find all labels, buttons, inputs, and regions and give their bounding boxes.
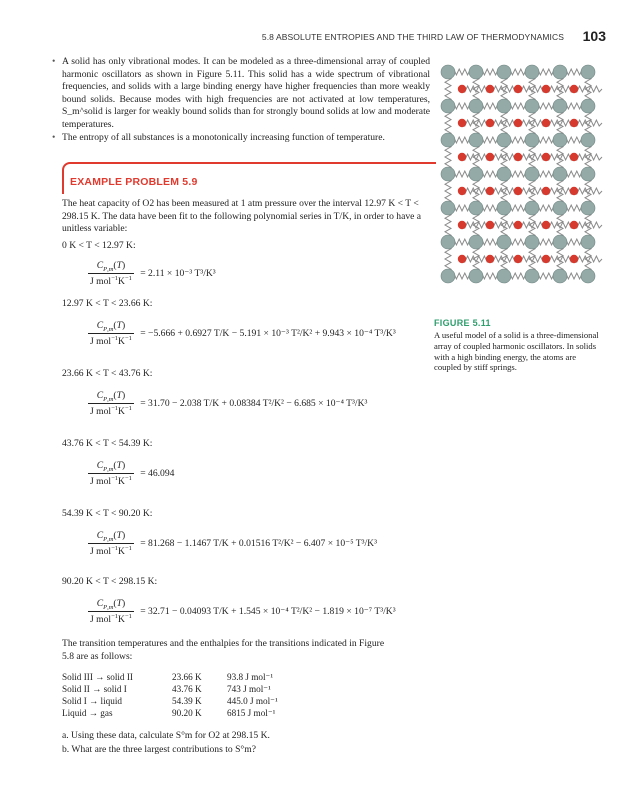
atom-gray xyxy=(469,65,483,79)
atom-gray xyxy=(553,235,567,249)
atom-red xyxy=(514,187,522,195)
atom-gray xyxy=(497,269,511,283)
range-label: 43.76 K < T < 54.39 K: xyxy=(62,438,153,449)
atom-red xyxy=(542,221,550,229)
atom-gray xyxy=(525,201,539,215)
atom-gray xyxy=(497,235,511,249)
atom-red xyxy=(542,187,550,195)
atom-gray xyxy=(553,65,567,79)
atom-red xyxy=(570,85,578,93)
atom-gray xyxy=(469,235,483,249)
atom-red xyxy=(570,119,578,127)
atom-gray xyxy=(525,167,539,181)
atom-red xyxy=(514,119,522,127)
atom-red xyxy=(570,221,578,229)
atom-red xyxy=(542,255,550,263)
range-label: 54.39 K < T < 90.20 K: xyxy=(62,508,153,519)
atom-red xyxy=(458,85,466,93)
atom-gray xyxy=(469,167,483,181)
atom-gray xyxy=(553,99,567,113)
atom-gray xyxy=(581,235,595,249)
atom-gray xyxy=(497,65,511,79)
range-label: 90.20 K < T < 298.15 K: xyxy=(62,576,158,587)
atom-gray xyxy=(441,235,455,249)
atom-gray xyxy=(525,269,539,283)
atom-red xyxy=(486,85,494,93)
equation-rhs: = 46.094 xyxy=(140,467,175,479)
range-label: 12.97 K < T < 23.66 K: xyxy=(62,298,153,309)
atom-gray xyxy=(553,201,567,215)
equation-rhs: = 31.70 − 2.038 T/K + 0.08384 T²/K² − 6.685 × 10⁻⁴ T³/K³ xyxy=(140,397,368,409)
lattice-graphic xyxy=(441,65,602,283)
atom-red xyxy=(542,119,550,127)
figure-title: FIGURE 5.11 xyxy=(434,318,491,328)
atom-red xyxy=(514,221,522,229)
bullet-item xyxy=(52,132,430,145)
atom-red xyxy=(458,153,466,161)
atom-gray xyxy=(553,167,567,181)
bullet-icon: • xyxy=(52,132,56,143)
atom-red xyxy=(486,187,494,195)
equation: $\frac{C_{P,m}(T)}{J mol^{-1}K^{-1}}$ = 46.094 xyxy=(90,460,175,488)
atom-gray xyxy=(525,65,539,79)
bullet-text-2: The entropy of all substances is a monotonically increasing function of temperature. xyxy=(62,132,385,143)
equation-rhs: = 81.268 − 1.1467 T/K + 0.01516 T²/K² − 6.407 × 10⁻⁵ T³/K³ xyxy=(140,537,377,549)
bullet-icon: • xyxy=(52,56,56,67)
atom-red xyxy=(514,153,522,161)
figure-caption: A useful model of a solid is a three-dimensional array of coupled harmonic oscillators. In solids with a high binding energy, the atoms are coupled by stiff springs. xyxy=(434,330,599,373)
atom-gray xyxy=(581,269,595,283)
equation-rhs: = 32.71 − 0.04093 T/K + 1.545 × 10⁻⁴ T²/K² − 1.819 × 10⁻⁷ T³/K³ xyxy=(140,605,396,617)
atom-gray xyxy=(581,99,595,113)
atom-gray xyxy=(441,269,455,283)
atom-red xyxy=(542,85,550,93)
atom-gray xyxy=(497,99,511,113)
atom-red xyxy=(486,221,494,229)
running-header xyxy=(0,30,620,46)
page-number: 103 xyxy=(582,28,606,44)
atom-red xyxy=(458,187,466,195)
atom-gray xyxy=(581,167,595,181)
atom-gray xyxy=(581,201,595,215)
atom-red xyxy=(486,153,494,161)
transition-intro: The transition temperatures and the enthalpies for the transitions indicated in Figure 5.8 are as follows: xyxy=(62,638,385,662)
question-b: b. What are the three largest contributions to S°m? xyxy=(62,744,256,755)
bullet-item xyxy=(52,56,430,132)
equation-rhs: = 2.11 × 10⁻³ T³/K³ xyxy=(140,267,216,279)
atom-gray xyxy=(553,269,567,283)
atom-gray xyxy=(525,235,539,249)
atom-gray xyxy=(497,201,511,215)
atom-gray xyxy=(441,201,455,215)
bullet-text-1: A solid has only vibrational modes. It can be modeled as a three-dimensional array of coupled harmonic oscillators as shown in Figure 5.11. This solid has a wide spectrum of vibrational frequencies, and solids with a large binding energy have higher frequencies than more weakly bound solids. Because modes with high frequencies are not activated at low temperatures, S_m^solid is larger for weakly bound solids than for strongly bound solids at low and moderate temperatures. xyxy=(62,56,430,130)
question-a: a. Using these data, calculate S°m for O2 at 298.15 K. xyxy=(62,730,270,741)
equation: $\frac{C_{P,m}(T)}{J mol^{-1}K^{-1}}$ = 2.11 × 10⁻³ T³/K³ xyxy=(90,260,216,288)
atom-red xyxy=(458,119,466,127)
section-title: 5.8 ABSOLUTE ENTROPIES AND THE THIRD LAW OF THERMODYNAMICS xyxy=(261,32,564,42)
range-label: 23.66 K < T < 43.76 K: xyxy=(62,368,153,379)
atom-gray xyxy=(525,99,539,113)
equation-rhs: = −5.666 + 0.6927 T/K − 5.191 × 10⁻³ T²/K² + 9.943 × 10⁻⁴ T³/K³ xyxy=(140,327,396,339)
atom-gray xyxy=(441,167,455,181)
atom-red xyxy=(570,187,578,195)
equation: $\frac{C_{P,m}(T)}{J mol^{-1}K^{-1}}$ = −5.666 + 0.6927 T/K − 5.191 × 10⁻³ T²/K² + 9.943 × 10⁻⁴ T³/K³ xyxy=(90,320,396,348)
atom-red xyxy=(458,221,466,229)
atom-red xyxy=(542,153,550,161)
oscillator-lattice-figure xyxy=(434,56,604,308)
atom-gray xyxy=(497,167,511,181)
atom-red xyxy=(486,119,494,127)
equation: $\frac{C_{P,m}(T)}{J mol^{-1}K^{-1}}$ = 31.70 − 2.038 T/K + 0.08384 T²/K² − 6.685 × 10⁻⁴ T³/K³ xyxy=(90,390,368,418)
atom-red xyxy=(514,85,522,93)
atom-gray xyxy=(469,133,483,147)
atom-gray xyxy=(469,269,483,283)
atom-gray xyxy=(581,65,595,79)
atom-gray xyxy=(469,201,483,215)
atom-red xyxy=(458,255,466,263)
example-intro: The heat capacity of O2 has been measured at 1 atm pressure over the interval 12.97 K < T < 298.15 K. The data have been fit to the following polynomial series in T/K, in order to have a unitless variable: xyxy=(62,198,422,235)
atom-gray xyxy=(441,133,455,147)
example-title: EXAMPLE PROBLEM 5.9 xyxy=(70,176,198,188)
atom-gray xyxy=(441,99,455,113)
atom-red xyxy=(570,153,578,161)
atom-gray xyxy=(525,133,539,147)
atom-gray xyxy=(553,133,567,147)
atom-red xyxy=(486,255,494,263)
equation: $\frac{C_{P,m}(T)}{J mol^{-1}K^{-1}}$ = 81.268 − 1.1467 T/K + 0.01516 T²/K² − 6.407 × 10⁻⁵ T³/K³ xyxy=(90,530,377,558)
atom-gray xyxy=(497,133,511,147)
atom-gray xyxy=(469,99,483,113)
range-label: 0 K < T < 12.97 K: xyxy=(62,240,136,251)
atom-red xyxy=(570,255,578,263)
atom-gray xyxy=(581,133,595,147)
atom-red xyxy=(514,255,522,263)
equation: $\frac{C_{P,m}(T)}{J mol^{-1}K^{-1}}$ = 32.71 − 0.04093 T/K + 1.545 × 10⁻⁴ T²/K² − 1.819 × 10⁻⁷ T³/K³ xyxy=(90,598,396,626)
atom-gray xyxy=(441,65,455,79)
